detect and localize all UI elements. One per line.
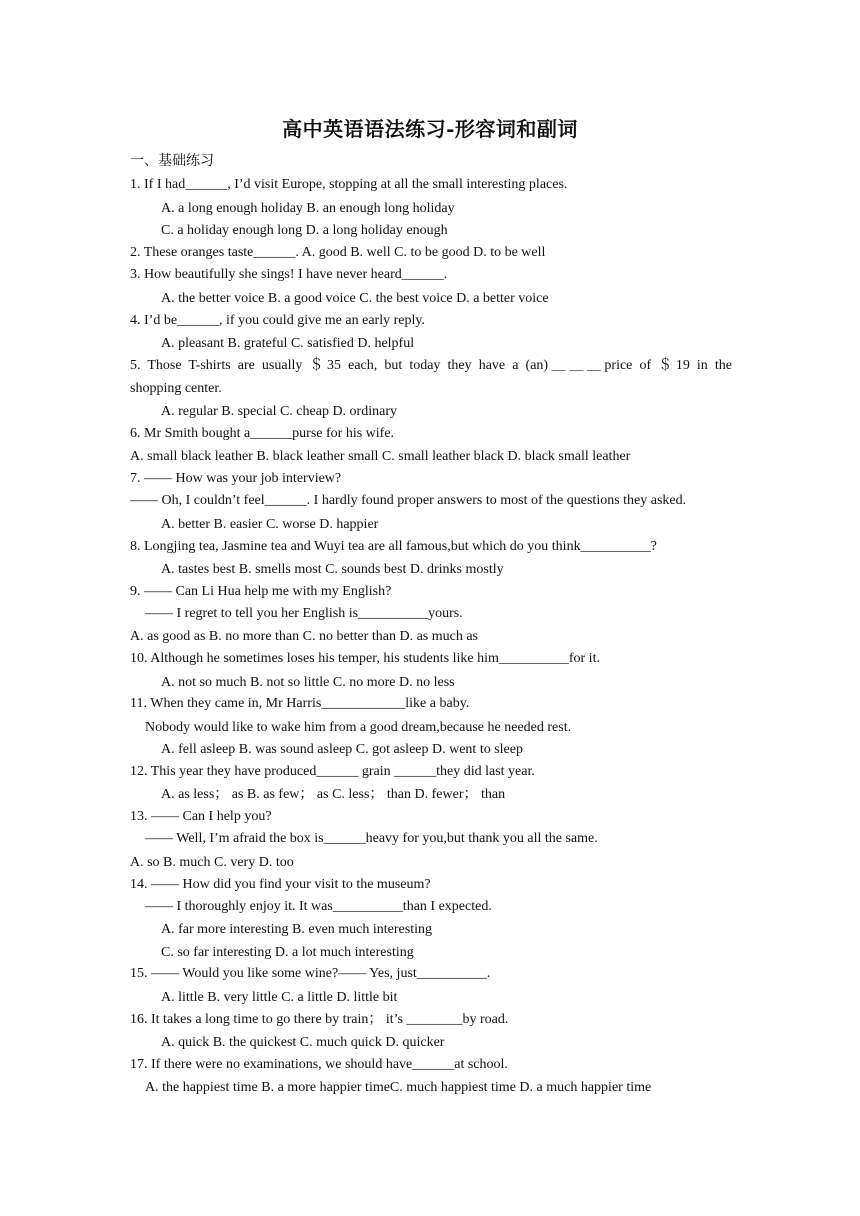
question-7-options: A. better B. easier C. worse D. happier (161, 517, 379, 532)
page-title: 高中英语语法练习-形容词和副词 (282, 117, 578, 141)
question-4-stem: 4. I’d be______, if you could give me an early reply. (130, 313, 425, 328)
question-17-options: A. the happiest time B. a more happier timeC. much happiest time D. a much happier time (145, 1080, 652, 1095)
question-14-stem-cont: —— I thoroughly enjoy it. It was__________than I expected. (145, 899, 492, 914)
question-17-stem: 17. If there were no examinations, we should have______at school. (130, 1057, 508, 1072)
question-8-stem: 8. Longjing tea, Jasmine tea and Wuyi tea are all famous,but which do you think__________? (130, 539, 657, 554)
question-3-options: A. the better voice B. a good voice C. the best voice D. a better voice (161, 291, 549, 306)
question-11-stem: 11. When they came in, Mr Harris____________like a baby. (130, 696, 470, 711)
question-12-stem: 12. This year they have produced______ grain ______they did last year. (130, 764, 535, 779)
question-11-stem-cont: Nobody would like to wake him from a good dream,because he needed rest. (145, 720, 572, 735)
question-12-options: A. as less； as B. as few； as C. less； than D. fewer； than (161, 787, 506, 802)
question-10-options: A. not so much B. not so little C. no more D. no less (161, 675, 455, 690)
question-4-options: A. pleasant B. grateful C. satisfied D. helpful (161, 336, 415, 351)
question-1-stem: 1. If I had______, I’d visit Europe, stopping at all the small interesting places. (130, 177, 568, 192)
question-10-stem: 10. Although he sometimes loses his temper, his students like him__________for it. (130, 651, 600, 666)
question-14-options: A. far more interesting B. even much interesting (161, 922, 432, 937)
question-9-options: A. as good as B. no more than C. no better than D. as much as (130, 629, 478, 644)
question-6-stem: 6. Mr Smith bought a______purse for his wife. (130, 426, 395, 441)
question-15-stem: 15. —— Would you like some wine?—— Yes, just__________. (130, 966, 491, 981)
question-1-options: A. a long enough holiday B. an enough long holiday (161, 201, 455, 216)
question-16-stem: 16. It takes a long time to go there by train； it’s ________by road. (130, 1012, 509, 1027)
question-7-stem: 7. —— How was your job interview? (130, 471, 342, 486)
question-7-stem-cont: —— Oh, I couldn’t feel______. I hardly found proper answers to most of the questions they asked. (130, 493, 687, 508)
question-14-options: C. so far interesting D. a lot much interesting (161, 945, 414, 960)
question-9-stem-cont: —— I regret to tell you her English is__________yours. (145, 606, 463, 621)
question-5-options: A. regular B. special C. cheap D. ordinary (161, 404, 397, 419)
question-6-options: A. small black leather B. black leather small C. small leather black D. black small leather (130, 449, 631, 464)
question-1-options: C. a holiday enough long D. a long holiday enough (161, 223, 448, 238)
question-5-stem: 5. Those T-shirts are usually ＄35 each, but today they have a (an)＿＿＿price of ＄19 in the (130, 358, 732, 373)
question-16-options: A. quick B. the quickest C. much quick D. quicker (161, 1035, 445, 1050)
question-11-options: A. fell asleep B. was sound asleep C. got asleep D. went to sleep (161, 742, 523, 757)
question-13-options: A. so B. much C. very D. too (130, 855, 294, 870)
question-13-stem: 13. —— Can I help you? (130, 809, 272, 824)
question-2-stem: 2. These oranges taste______. A. good B. well C. to be good D. to be well (130, 245, 546, 260)
section-heading: 一、基础练习 (130, 154, 214, 169)
question-14-stem: 14. —— How did you find your visit to the museum? (130, 877, 431, 892)
question-5-stem-cont: shopping center. (130, 381, 222, 396)
question-13-stem-cont: —— Well, I’m afraid the box is______heavy for you,but thank you all the same. (145, 831, 598, 846)
question-9-stem: 9. —— Can Li Hua help me with my English? (130, 584, 392, 599)
question-8-options: A. tastes best B. smells most C. sounds best D. drinks mostly (161, 562, 504, 577)
question-15-options: A. little B. very little C. a little D. little bit (161, 990, 398, 1005)
question-3-stem: 3. How beautifully she sings! I have never heard______. (130, 267, 448, 282)
